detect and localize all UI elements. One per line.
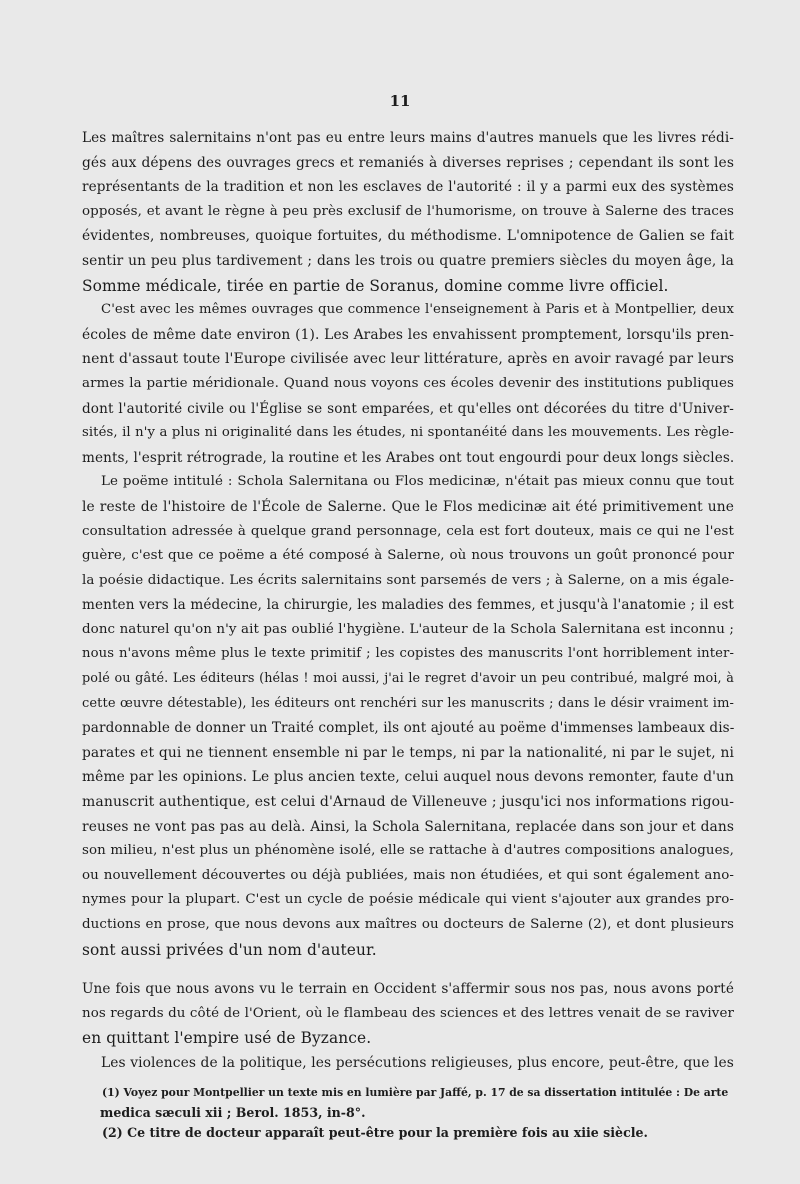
text-line: guère, c'est que ce poëme a été composé à Salerne, où nous trouvons un goût prononcé pour <box>82 548 734 564</box>
text-line: sont aussi privées d'un nom d'auteur. <box>82 940 377 959</box>
footnotes <box>102 1083 732 1143</box>
text-line: le reste de l'histoire de l'École de Salerne. Que le Flos medicinæ ait été primitivement une <box>82 498 734 515</box>
text-line: C'est avec les mêmes ouvrages que commence l'enseignement à Paris et à Montpellier, deux <box>101 302 734 318</box>
text-line: cette œuvre détestable), les éditeurs ont renchéri sur les manuscrits ; dans le désir vraiment im- <box>82 695 734 711</box>
paragraph-1 <box>82 126 734 298</box>
text-line: ou nouvellement découvertes ou déjà publiées, mais non étudiées, et qui sont également ano- <box>82 867 734 883</box>
text-line: Le poëme intitulé : Schola Salernitana ou Flos medicinæ, n'était pas mieux connu que tout <box>101 474 734 490</box>
text-line: ductions en prose, que nous devons aux maîtres ou docteurs de Salerne (2), et dont plusieurs <box>82 917 734 932</box>
text-line: en quittant l'empire usé de Byzance. <box>82 1029 372 1048</box>
footnote-2: (2) Ce titre de docteur apparaît peut-être pour la première fois au xiie siècle. <box>102 1125 648 1140</box>
text-line: son milieu, n'est plus un phénomène isolé, elle se rattache à d'autres compositions analogues, <box>82 843 734 859</box>
text-line: dont l'autorité civile ou l'Église se sont emparées, et qu'elles ont décorées du titre d'Univer- <box>82 400 734 417</box>
text-line: polé ou gâté. Les éditeurs (hélas ! moi aussi, j'ai le regret d'avoir un peu contribué, malgré moi, à <box>82 671 734 687</box>
paragraph-5 <box>82 1051 734 1076</box>
text-line: Une fois que nous avons vu le terrain en Occident s'affermir sous nos pas, nous avons porté <box>82 981 734 998</box>
footnote-1: (1) Voyez pour Montpellier un texte mis en lumière par Jaffé, p. 17 de sa dissertation intitulée : De arte <box>102 1086 729 1099</box>
paragraph-2 <box>82 298 734 470</box>
text-line: nos regards du côté de l'Orient, où le flambeau des sciences et des lettres venait de se raviver <box>82 1005 734 1021</box>
paragraph-3 <box>82 470 734 962</box>
text-line: reuses ne vont pas pas au delà. Ainsi, la Schola Salernitana, replacée dans son jour et dans <box>82 818 734 835</box>
text-line: Somme médicale, tirée en partie de Soranus, domine comme livre officiel. <box>82 276 669 295</box>
text-line: la poésie didactique. Les écrits salernitains sont parsemés de vers ; à Salerne, on a mis égale- <box>82 572 734 588</box>
text-line: sentir un peu plus tardivement ; dans les trois ou quatre premiers siècles du moyen âge, la <box>82 252 734 269</box>
text-line: armes la partie méridionale. Quand nous voyons ces écoles devenir des institutions publiques <box>82 375 734 391</box>
text-line: ments, l'esprit rétrograde, la routine et les Arabes ont tout engourdi pour deux longs siècles. <box>82 449 735 466</box>
body-text <box>82 126 734 1076</box>
text-line: évidentes, nombreuses, quoique fortuites, du méthodisme. L'omnipotence de Galien se fait <box>82 228 734 245</box>
text-line: gés aux dépens des ouvrages grecs et remaniés à diverses reprises ; cependant ils sont les <box>82 154 734 171</box>
text-line: pardonnable de donner un Traité complet, ils ont ajouté au poëme d'immenses lambeaux dis- <box>82 720 735 737</box>
text-line: écoles de même date environ (1). Les Arabes les envahissent promptement, lorsqu'ils pren- <box>82 326 734 343</box>
text-line: consultation adressée à quelque grand personnage, cela est fort douteux, mais ce qui ne l'est <box>82 523 734 539</box>
text-line: parates et qui ne tiennent ensemble ni par le temps, ni par la nationalité, ni par le sujet, ni <box>82 744 734 761</box>
paragraph-gap <box>82 962 734 977</box>
text-line: même par les opinions. Le plus ancien texte, celui auquel nous devons remonter, faute d'un <box>82 769 734 786</box>
text-line: opposés, et avant le règne à peu près exclusif de l'humorisme, on trouve à Salerne des traces <box>82 203 734 219</box>
text-line: manuscrit authentique, est celui d'Arnaud de Villeneuve ; jusqu'ici nos informations rigou- <box>82 794 735 811</box>
text-line: menten vers la médecine, la chirurgie, les maladies des femmes, et jusqu'à l'anatomie ; il est <box>82 597 734 614</box>
text-line: Les violences de la politique, les persécutions religieuses, plus encore, peut-être, que les <box>101 1054 734 1071</box>
text-line: Les maîtres salernitains n'ont pas eu entre leurs mains d'autres manuels que les livres rédi- <box>82 130 734 146</box>
text-line: représentants de la tradition et non les esclaves de l'autorité : il y a parmi eux des systèmes <box>82 179 734 196</box>
footnote-1-continued: medica sæculi xii ; Berol. 1853, in-8°. <box>100 1105 366 1120</box>
paragraph-4 <box>82 977 734 1051</box>
text-line: nymes pour la plupart. C'est un cycle de poésie médicale qui vient s'ajouter aux grandes pro- <box>82 892 734 908</box>
text-line: sités, il n'y a plus ni originalité dans les études, ni spontanéité dans les mouvements. Les règle- <box>82 425 734 441</box>
text-line: nous n'avons même plus le texte primitif ; les copistes des manuscrits l'ont horriblement inter- <box>82 646 734 662</box>
text-line: donc naturel qu'on n'y ait pas oublié l'hygiène. L'auteur de la Schola Salernitana est inconnu ; <box>82 621 734 637</box>
text-line: nent d'assaut toute l'Europe civilisée avec leur littérature, après en avoir ravagé par leurs <box>82 351 734 368</box>
page-number: 11 <box>389 92 411 110</box>
